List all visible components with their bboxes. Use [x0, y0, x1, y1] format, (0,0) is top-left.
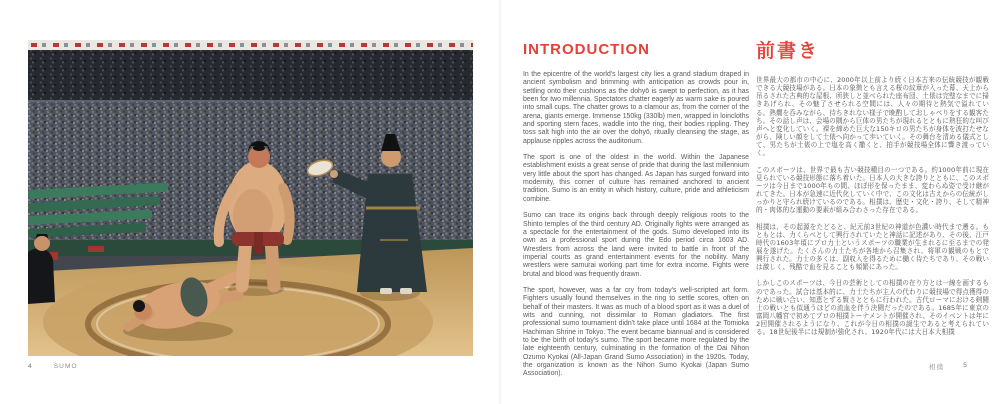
right-page-footer [929, 362, 968, 371]
introduction-heading-en: INTRODUCTION [523, 41, 650, 58]
japanese-column [756, 36, 989, 345]
body-paragraph-ja-2: このスポーツは、世界で最も古い競技種目の一つである。約1000年前に現在見られている競技形態に落ち着いた。日本人の大きな誇りとともに、このスポーツは今日まで1000年もの間、ほぼ形を保ったまま、変わらぬ姿で受け継がれてきた。日本が急速に近代化していく中で、この文化は古えからの伝統がしっかりと守られ続けているのである。相撲は、歴史・文化・誇り、そして精神的・肉体的な運動の要素が組み合わさった存在である。 [756, 165, 989, 215]
right-running-title: 相撲 [929, 364, 945, 371]
body-paragraph-ja-4: しかしこのスポーツは、今日の芸術としての相撲の在り方とは一線を画するものであった。試合は基本的に、力士たちが主人の代わりに競技場で得点獲得のために戦い合い、知恵とずる賢さとともに行われた。古代ローマにおける剣闘士の戦いとも似通うほどの流血を伴う決闘だったのである。1685年に東京の富岡八幡宮で初めてプロの相撲トーナメントが開催され、そのイベントは年に2回開催されるようになり、これが今日の相撲の誕生であると考えられている。18世紀後半には規制が強化され、1920年代には大日本大相撲 [756, 279, 989, 337]
english-column [523, 41, 749, 387]
left-running-title: SUMO [53, 363, 78, 370]
body-paragraph-en-4: The sport, however, was a far cry from today's well-scripted art form. Fighters usually found themselves in the ring to settle scores, often on behalf of their masters. It was as much of a blood sport as it was a duel of wits and cunning, not dissimilar to Roman gladiators. The first professional sumo tournament didn't take place until 1684 at the Tomioka Hachiman Shrine in Tokyo. The event became biannual and is considered to be the birth of today's sumo. The sport became more regulated by the late eighteenth century, culminating in the formation of the Dai Nihon Ozumo Kyokai (All-Japan Grand Sumo Association) in the 1920s. Today, the organization is known as the Nihon Sumo Kyokai (Japan Sumo Association). [523, 286, 749, 378]
body-paragraph-en-1: In the epicentre of the world's largest city lies a grand stadium draped in ancient symbolism and brimming with anticipation as crowds pour in, settling onto their cushions as the dohyō is swept to perfection, as it has been for two millennia. Spectators chatter eagerly as warm sake is poured into small cups. The chatter grows to a clamour as, from the corner of the arena, giants emerge. Immense 150kg (330lb) men, wrapped in loincloths and sporting stern faces, waddle into the ring, their bodies rippling. They toss salt high into the air over the dohyō, ritually cleansing the stage, as applause ripples across the auditorium. [523, 71, 749, 145]
body-paragraph-ja-3: 相撲は、その起源をたどると、紀元前3世紀の神道が色濃い時代まで遡る。もともとは、力くらべとして興行されていたと神話に記述があり、その後、江戸時代の1603年頃にプロ力士というスポーツの職業が生まれるに至るまでの発展を遂げた。たくさんの力士たちが各地から召集され、将軍の観戦のもとで興行された。力士の多くは、副収入を得るために働く侍たちであり、その戦いは激しく、残酷で血を見ることも頻繁にあった。 [756, 222, 989, 272]
page-gutter-shadow [499, 0, 502, 404]
sumo-match-photo [28, 40, 473, 356]
sumo-photo-illustration [28, 40, 473, 356]
body-paragraph-ja-1: 世界最大の都市の中心に、2000年以上前より続く日本古来の伝統競技が観戦できる大競技場がある。日本の象徴とも言える桜の紋章が入った幕、天上から吊るされた古典的な屋根、所狭しと並べられた座布団、土俵は完璧なまでに掃きあげられ、その魅了させられる空間には、人々の期待と熱気で溢れている。熱燗を呑みながら、待ちきれない様子で晩酌しておしゃべりをする観客たち。その話し声は、会場の隅から巨体の男たちが現れるとともに熱狂的な叫び声へと変化していく。裸を締めた巨大な150キロの男たちが身体を波打たせながら、険しい顔をして土俵へ向かって歩いていく。その舞台を清める儀式として、男たちが土俵の上で塩を高く撒くと、拍手が競技場全体に響き渡っていく。 [756, 76, 989, 158]
left-page-footer [28, 363, 78, 370]
left-page-number: 4 [28, 363, 33, 370]
body-paragraph-en-3: Sumo can trace its origins back through deeply religious roots to the Shinto temples of the third century AD. Originally fights were arranged as a spectacle for the entertainment of the gods. Sumo developed into its own as a professional sport during the Edo period circa 1603 AD. Wrestlers from across the land were invited to battle in front of the imperial courts as grand entertainment events for the nobility. Many wrestlers were samurai working part time for extra income. Fights were brutal and blood was frequently drawn. [523, 212, 749, 278]
right-page-number: 5 [963, 362, 968, 369]
introduction-heading-ja: 前書き [756, 40, 820, 62]
body-paragraph-en-2: The sport is one of the oldest in the world. Within the Japanese establishment exists a great sense of pride that during the last millennium very little about the sport has changed. As Japan has surged forward into modernity, this corner of culture has remained anchored to ancient tradition. Sumo is an entity in which history, culture, pride and athleticism combine. [523, 154, 749, 203]
